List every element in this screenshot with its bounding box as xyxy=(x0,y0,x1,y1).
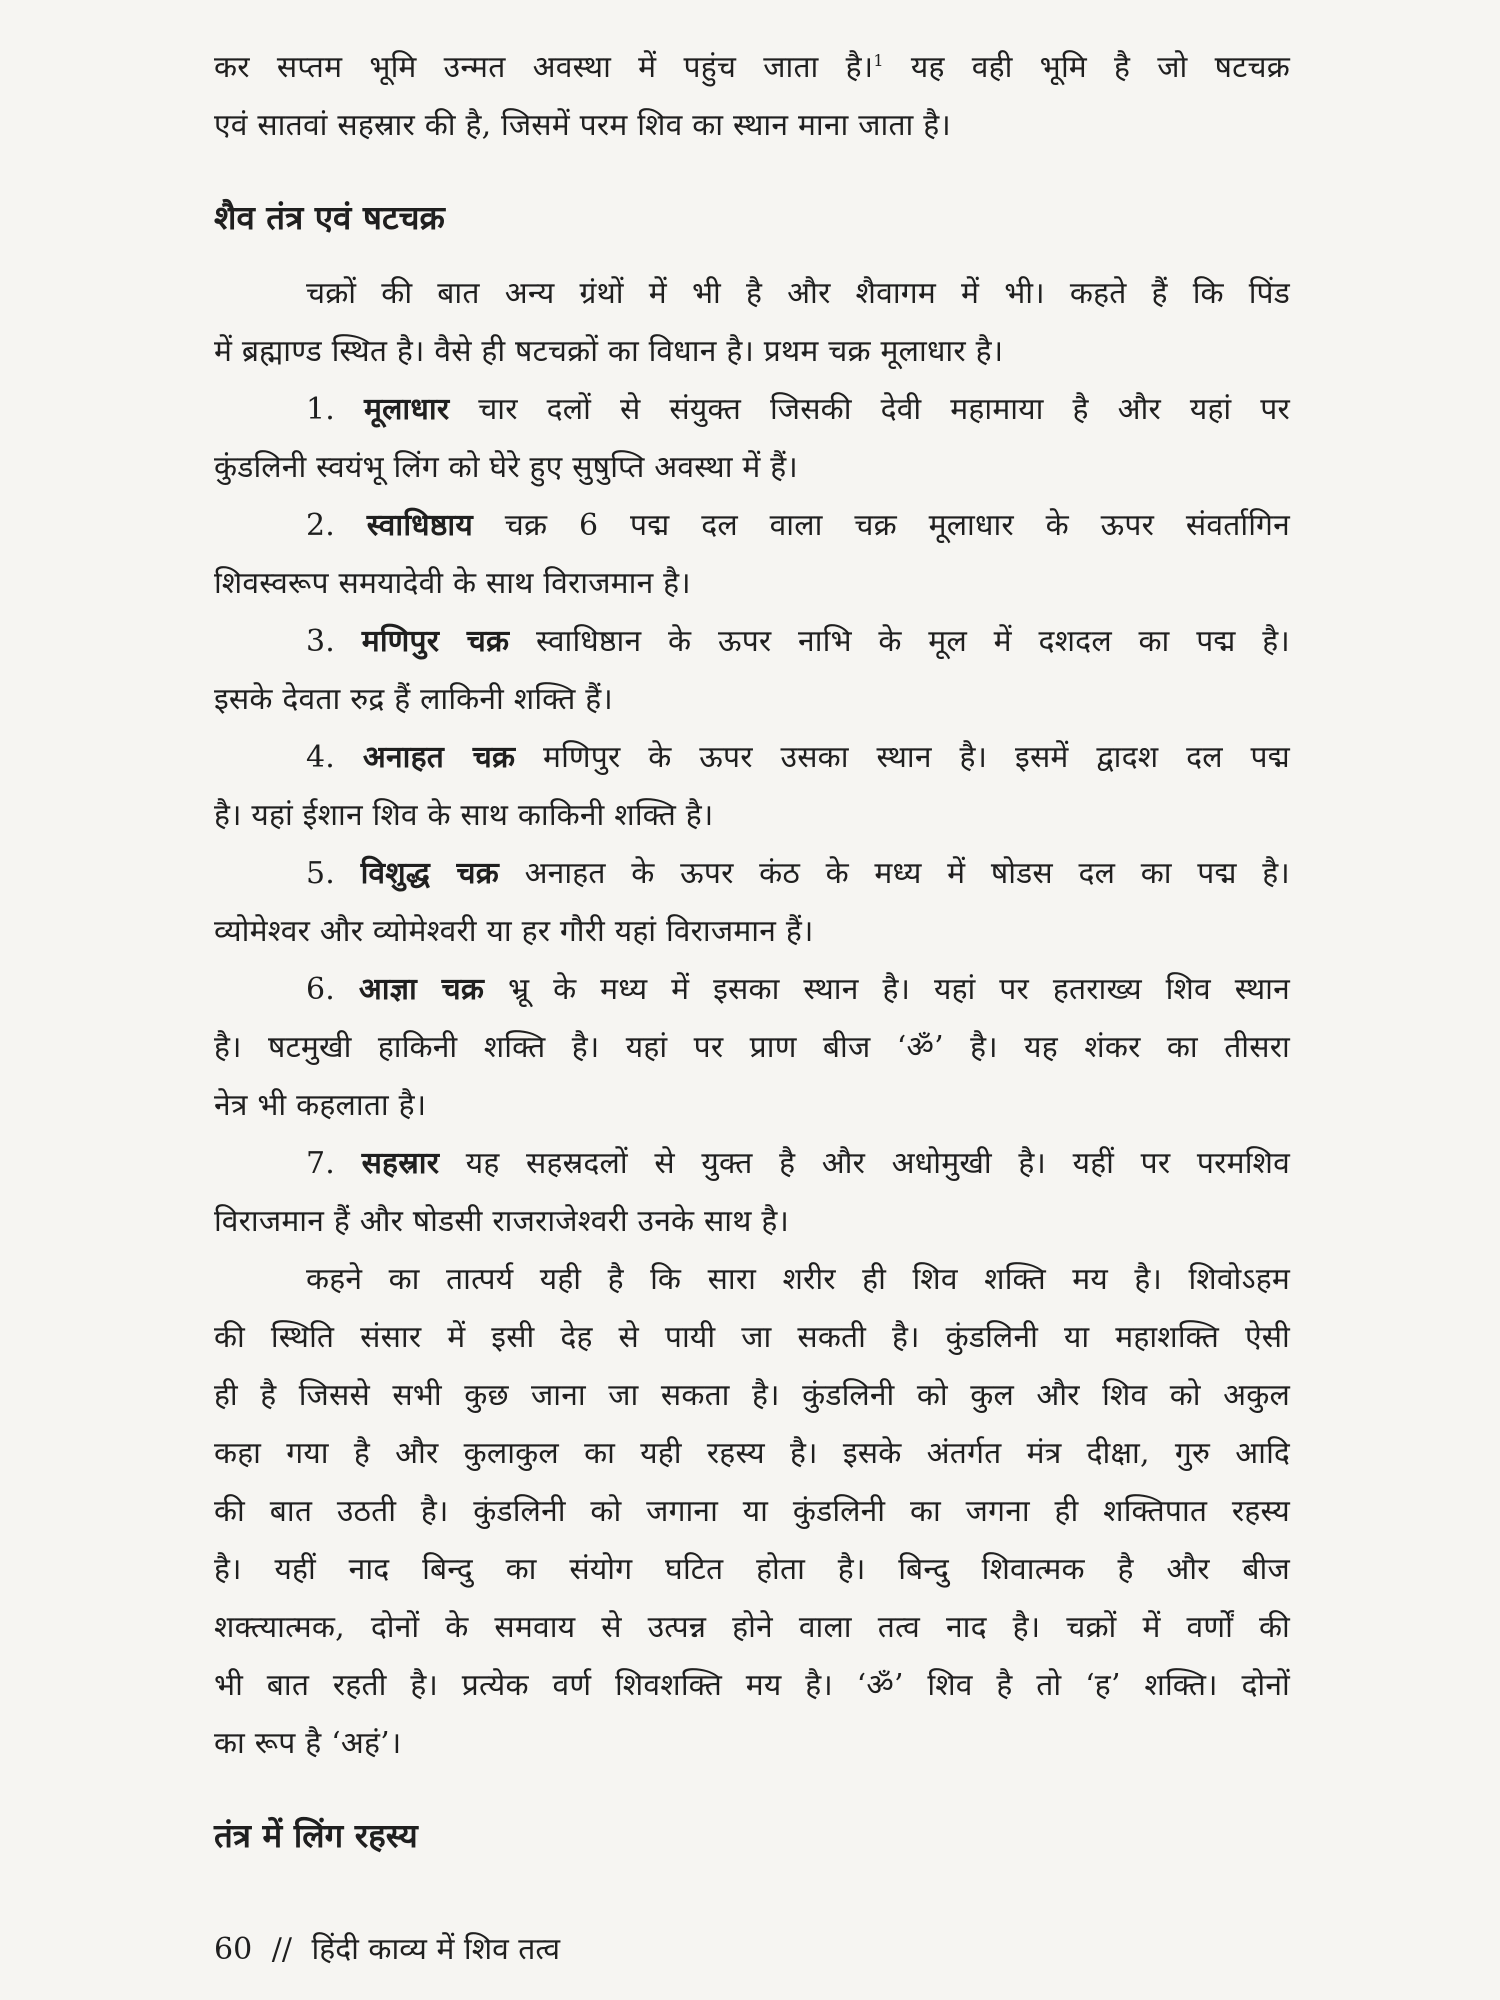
text-line: कहा गया है और कुलाकुल का यही रहस्य है। इसके अंतर्गत मंत्र दीक्षा, गुरु आदि xyxy=(214,1436,1290,1471)
page-footer xyxy=(214,1930,560,1970)
text-line: नेत्र भी कहलाता है। xyxy=(214,1088,427,1123)
text-line: शिवस्वरूप समयादेवी के साथ विराजमान है। xyxy=(214,566,691,601)
text-line: ही है जिससे सभी कुछ जाना जा सकता है। कुंडलिनी को कुल और शिव को अकुल xyxy=(214,1378,1290,1413)
text-line: चक्रों की बात अन्य ग्रंथों में भी है और शैवागम में भी। कहते हैं कि पिंड xyxy=(306,276,1290,311)
list-item: 7. सहस्रार यह सहस्रदलों से युक्त है और अधोमुखी है। यहीं पर परमशिव xyxy=(306,1146,1290,1181)
chakra-name: मणिपुर चक्र xyxy=(361,624,510,659)
text-line: व्योमेश्वर और व्योमेश्वरी या हर गौरी यहां विराजमान हैं। xyxy=(214,914,814,949)
list-item: 3. मणिपुर चक्र स्वाधिष्ठान के ऊपर नाभि के मूल में दशदल का पद्म है। xyxy=(306,624,1290,659)
page-number: 60 xyxy=(214,1932,253,1967)
text-line: की स्थिति संसार में इसी देह से पायी जा सकती है। कुंडलिनी या महाशक्ति ऐसी xyxy=(214,1320,1290,1355)
list-item: 4. अनाहत चक्र मणिपुर के ऊपर उसका स्थान है। इसमें द्वादश दल पद्म xyxy=(306,740,1290,775)
book-title: हिंदी काव्य में शिव तत्व xyxy=(311,1932,561,1967)
page-body xyxy=(214,32,1290,1883)
text-line: भी बात रहती है। प्रत्येक वर्ण शिवशक्ति मय है। ‘ॐ’ शिव है तो ‘ह’ शक्ति। दोनों xyxy=(214,1668,1290,1703)
text-line: विराजमान हैं और षोडसी राजराजेश्वरी उनके साथ है। xyxy=(214,1204,790,1239)
footnote-marker: 1 xyxy=(873,51,884,70)
text-line: कहने का तात्पर्य यही है कि सारा शरीर ही शिव शक्ति मय है। शिवोऽहम xyxy=(306,1262,1290,1297)
text-line: है। यहां ईशान शिव के साथ काकिनी शक्ति है। xyxy=(214,798,714,833)
list-item: 1. मूलाधार चार दलों से संयुक्त जिसकी देवी महामाया है और यहां पर xyxy=(306,392,1290,427)
list-item: 5. विशुद्ध चक्र अनाहत के ऊपर कंठ के मध्य में षोडस दल का पद्म है। xyxy=(306,856,1290,891)
text-line: शक्त्यात्मक, दोनों के समवाय से उत्पन्न होने वाला तत्व नाद है। चक्रों में वर्णों की xyxy=(214,1610,1290,1645)
text-line: का रूप है ‘अहं’। xyxy=(214,1726,402,1761)
section-heading: शैव तंत्र एवं षटचक्र xyxy=(214,198,445,237)
text-line: में ब्रह्माण्ड स्थित है। वैसे ही षटचक्रों का विधान है। प्रथम चक्र मूलाधार है। xyxy=(214,334,1004,369)
footer-separator: // xyxy=(271,1932,292,1967)
text-line: है। यहीं नाद बिन्दु का संयोग घटित होता है। बिन्दु शिवात्मक है और बीज xyxy=(214,1552,1290,1587)
text-line: कर सप्तम भूमि उन्मत अवस्था में पहुंच जाता है।$^1$ यह वही भूमि है जो षटचक्र xyxy=(214,50,1290,85)
chakra-name: सहस्रार xyxy=(361,1146,440,1181)
text-line: एवं सातवां सहस्रार की है, जिसमें परम शिव का स्थान माना जाता है। xyxy=(214,108,951,143)
section-heading: तंत्र में लिंग रहस्य xyxy=(214,1816,418,1855)
list-item: 6. आज्ञा चक्र भ्रू के मध्य में इसका स्थान है। यहां पर हतराख्य शिव स्थान xyxy=(306,972,1290,1007)
text-line: है। षटमुखी हाकिनी शक्ति है। यहां पर प्राण बीज ‘ॐ’ है। यह शंकर का तीसरा xyxy=(214,1030,1290,1065)
text-line: कुंडलिनी स्वयंभू लिंग को घेरे हुए सुषुप्ति अवस्था में हैं। xyxy=(214,450,798,485)
text-line: की बात उठती है। कुंडलिनी को जगाना या कुंडलिनी का जगना ही शक्तिपात रहस्य xyxy=(214,1494,1290,1529)
text-line: इसके देवता रुद्र हैं लाकिनी शक्ति हैं। xyxy=(214,682,613,717)
chakra-name: आज्ञा चक्र xyxy=(358,972,485,1007)
chakra-name: अनाहत चक्र xyxy=(362,740,516,775)
list-item: 2. स्वाधिष्ठाय चक्र 6 पद्म दल वाला चक्र मूलाधार के ऊपर संवर्तागिन xyxy=(306,508,1290,543)
chakra-name: मूलाधार xyxy=(363,392,450,427)
chakra-name: स्वाधिष्ठाय xyxy=(366,508,473,543)
chakra-name: विशुद्ध चक्र xyxy=(360,856,499,891)
